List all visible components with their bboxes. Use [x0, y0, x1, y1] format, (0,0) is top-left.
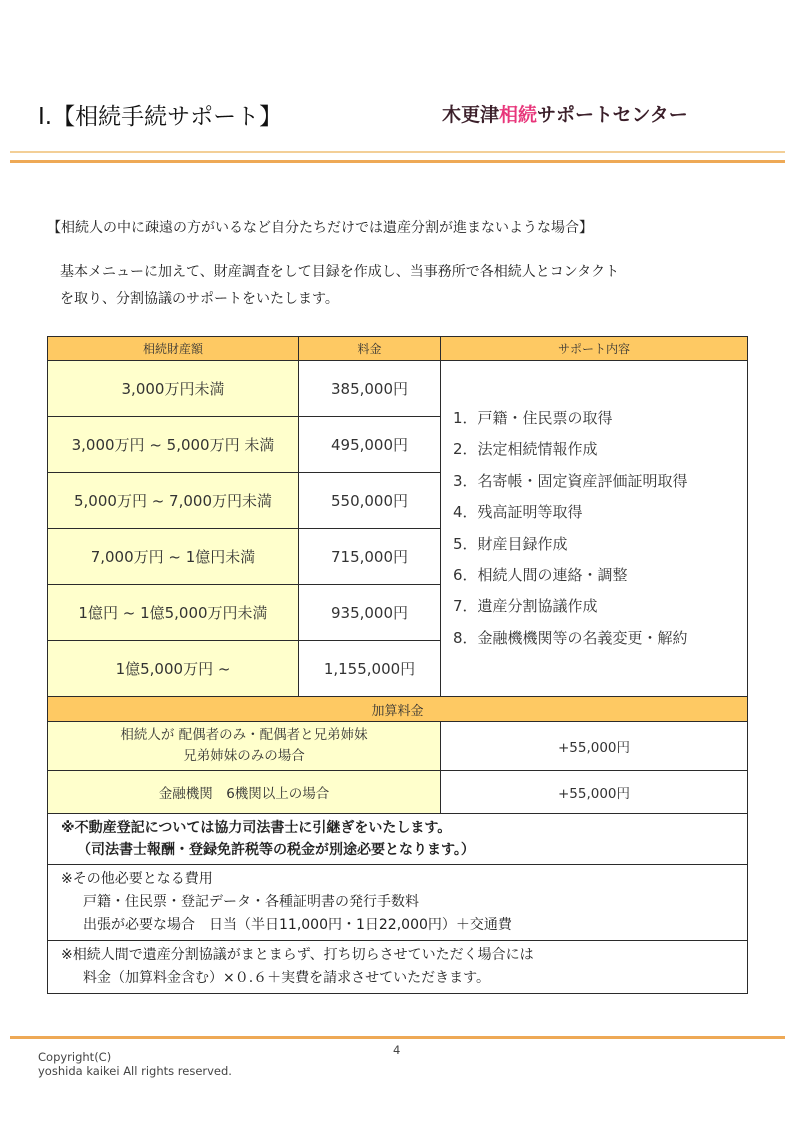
copyright-line: Copyright(C): [38, 1050, 112, 1064]
additional-fee-label-line: 兄弟姉妹のみの場合: [183, 748, 305, 764]
additional-fee-row: [48, 771, 748, 814]
additional-fee-label: 金融機関 6機関以上の場合: [48, 771, 441, 814]
note-line: 料金（加算料金含む）×０.６＋実費を請求させていただきます。: [83, 970, 491, 986]
support-item: 1．戸籍・住民票の取得: [453, 408, 613, 427]
asset-range-cell: 3,000万円 ~ 5,000万円 未満: [48, 417, 299, 473]
additional-fee-header: 加算料金: [48, 697, 748, 722]
column-header-fee: 料金: [299, 337, 441, 361]
asset-range-cell: 1億5,000万円 ~: [48, 641, 299, 697]
fee-table: [47, 336, 748, 994]
additional-fee-amount: +55,000円: [441, 771, 748, 814]
copyright-line: yoshida kaikei All rights reserved.: [38, 1064, 232, 1078]
asset-range-cell: 1億円 ~ 1億5,000万円未満: [48, 585, 299, 641]
support-item: 6．相続人間の連絡・調整: [453, 565, 628, 584]
fee-cell: 550,000円: [299, 473, 441, 529]
support-item: 2．法定相続情報作成: [453, 440, 598, 459]
fee-cell: 935,000円: [299, 585, 441, 641]
additional-fee-amount: +55,000円: [441, 722, 748, 771]
support-item: 8．金融機機関等の名義変更・解約: [453, 628, 688, 647]
intro-line: を取り、分割協議のサポートをいたします。: [60, 291, 339, 307]
support-item: 7．遺産分割協議作成: [453, 597, 598, 616]
note-line: ※不動産登記については協力司法書士に引継ぎをいたします。: [61, 820, 452, 836]
note-row: [48, 814, 748, 865]
additional-fee-label-line: 相続人が 配偶者のみ・配偶者と兄弟姉妹: [120, 727, 368, 743]
lead-heading: 【相続人の中に疎遠の方がいるなど自分たちだけでは遺産分割が進まないような場合】: [47, 220, 593, 236]
brand-prefix: 木更津: [442, 104, 500, 126]
table-header-row: [48, 337, 748, 361]
page-number: 4: [393, 1043, 401, 1057]
brand-suffix: サポートセンター: [537, 104, 688, 126]
support-item: 4．残高証明等取得: [453, 503, 583, 522]
asset-range-cell: 7,000万円 ~ 1億円未満: [48, 529, 299, 585]
header-divider-thick: [10, 160, 785, 163]
asset-range-cell: 5,000万円 ~ 7,000万円未満: [48, 473, 299, 529]
note-real-estate-registration: [48, 814, 748, 865]
asset-range-cell: 3,000万円未満: [48, 361, 299, 417]
note-termination: [48, 941, 748, 994]
column-header-asset: 相続財産額: [48, 337, 299, 361]
page-title: Ⅰ.【相続手続サポート】: [38, 104, 283, 130]
note-line: （司法書士報酬・登録免許税等の税金が別途必要となります。）: [77, 842, 475, 858]
note-line: ※相続人間で遺産分割協議がまとまらず、打ち切らさせていただく場合には: [61, 947, 534, 963]
fee-cell: 715,000円: [299, 529, 441, 585]
additional-fee-label: [48, 722, 441, 771]
note-line: 戸籍・住民票・登記データ・各種証明書の発行手数料: [83, 894, 419, 910]
note-row: [48, 941, 748, 994]
column-header-support: サポート内容: [441, 337, 748, 361]
brand-accent: 相続: [499, 104, 538, 126]
intro-paragraph: [60, 259, 619, 313]
additional-fee-header-row: [48, 697, 748, 722]
table-row: [48, 361, 748, 417]
support-item: 3．名寄帳・固定資産評価証明取得: [453, 471, 688, 490]
copyright-notice: [38, 1050, 232, 1078]
fee-cell: 1,155,000円: [299, 641, 441, 697]
note-row: [48, 865, 748, 941]
additional-fee-row: [48, 722, 748, 771]
note-line: ※その他必要となる費用: [61, 871, 213, 887]
support-item: 5．財産目録作成: [453, 534, 568, 553]
note-line: 出張が必要な場合 日当（半日11,000円・1日22,000円）＋交通費: [83, 917, 512, 933]
header-divider-thin: [10, 151, 785, 153]
fee-cell: 385,000円: [299, 361, 441, 417]
fee-cell: 495,000円: [299, 417, 441, 473]
brand-logo: [442, 100, 688, 127]
footer-divider: [10, 1036, 785, 1039]
note-other-expenses: [48, 865, 748, 941]
support-content-cell: [441, 361, 748, 697]
intro-line: 基本メニューに加えて、財産調査をして目録を作成し、当事務所で各相続人とコンタクト: [60, 264, 620, 280]
